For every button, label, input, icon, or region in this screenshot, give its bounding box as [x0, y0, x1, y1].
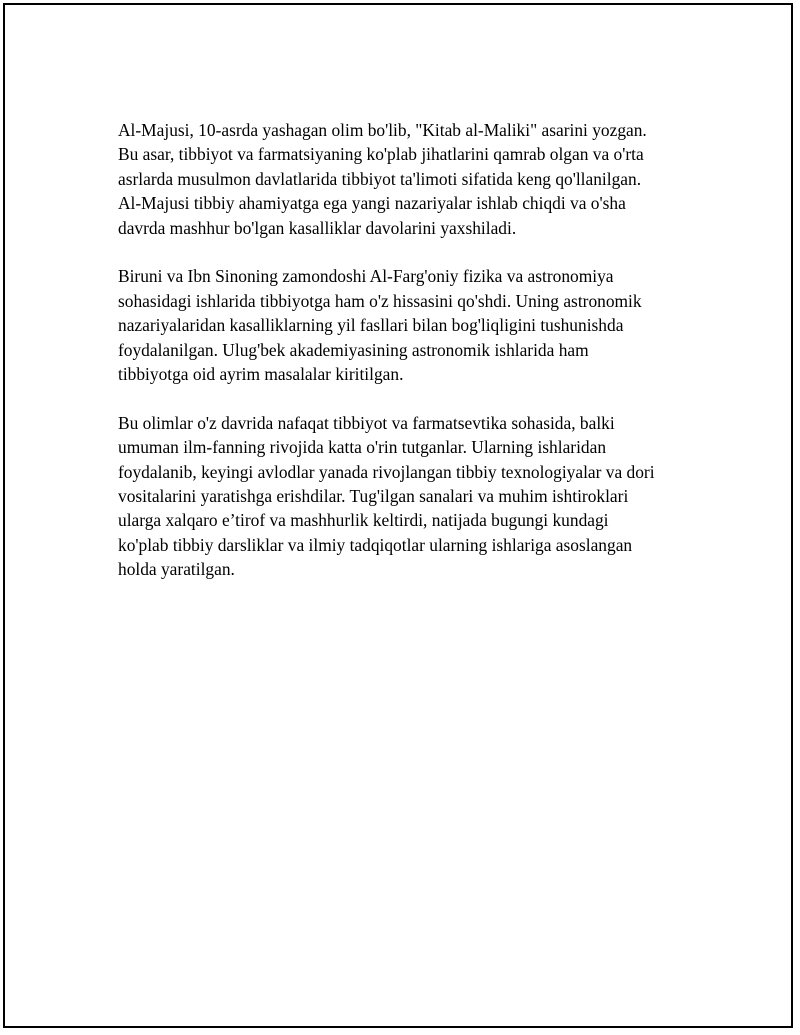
text-line: ularga xalqaro e’tirof va mashhurlik keltirdi, natijada bugungi kundagi [118, 510, 609, 531]
text-line: vositalarini yaratishga erishdilar. Tug'ilgan sanalari va muhim ishtiroklari [118, 486, 629, 507]
paragraph-al-farghoniy [118, 264, 698, 386]
text-line: ko'plab tibbiy darsliklar va ilmiy tadqiqotlar ularning ishlariga asoslangan [118, 534, 633, 555]
text-line: davrda mashhur bo'lgan kasalliklar davolarini yaxshiladi. [118, 217, 517, 238]
document-body [118, 118, 698, 606]
paragraph-al-majusi [118, 118, 698, 240]
text-line: Bu asar, tibbiyot va farmatsiyaning ko'plab jihatlarini qamrab olgan va o'rta [118, 144, 644, 165]
text-line: Al-Majusi tibbiy ahamiyatga ega yangi nazariyalar ishlab chiqdi va o'sha [118, 193, 626, 214]
paragraph-scholars-legacy [118, 411, 698, 582]
text-line: tibbiyotga oid ayrim masalalar kiritilgan. [118, 364, 404, 385]
text-line: nazariyalaridan kasalliklarning yil fasllari bilan bog'liqligini tushunishda [118, 315, 624, 336]
text-line: Al-Majusi, 10-asrda yashagan olim bo'lib, "Kitab al-Maliki" asarini yozgan. [118, 120, 647, 140]
text-line: Biruni va Ibn Sinoning zamondoshi Al-Farg'oniy fizika va astronomiya [118, 266, 614, 287]
text-line: foydalanib, keyingi avlodlar yanada rivojlangan tibbiy texnologiyalar va dori [118, 461, 655, 482]
text-line: sohasidagi ishlarida tibbiyotga ham o'z hissasini qo'shdi. Uning astronomik [118, 290, 642, 311]
text-line: umuman ilm-fanning rivojida katta o'rin tutganlar. Ularning ishlaridan [118, 437, 607, 458]
text-line: foydalanilgan. Ulug'bek akademiyasining astronomik ishlarida ham [118, 339, 589, 360]
text-line: holda yaratilgan. [118, 559, 235, 580]
text-line: asrlarda musulmon davlatlarida tibbiyot ta'limoti sifatida keng qo'llanilgan. [118, 168, 642, 189]
text-line: Bu olimlar o'z davrida nafaqat tibbiyot va farmatsevtika sohasida, balki [118, 412, 615, 433]
